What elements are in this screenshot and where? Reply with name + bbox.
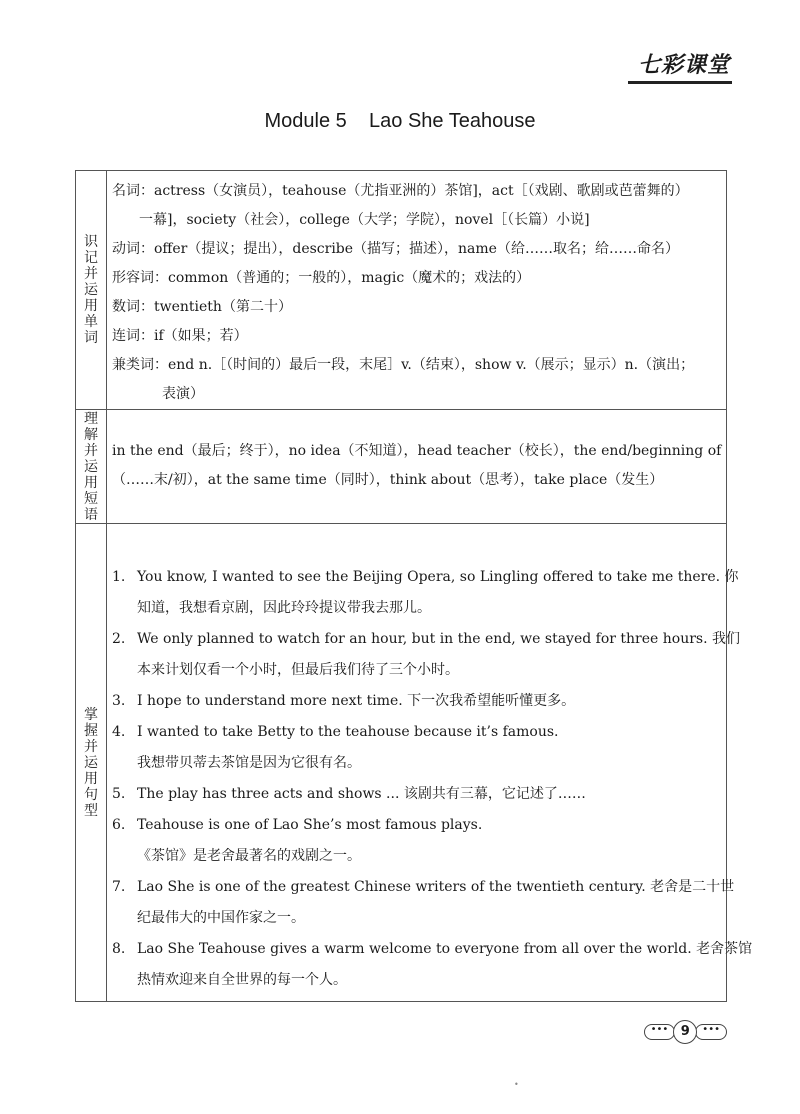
sentence-number: 1. <box>112 569 126 585</box>
section-content <box>112 437 722 495</box>
brand-logo: 七彩课堂 <box>628 48 732 84</box>
sentence-line: 本来计划仅看一个小时，但最后我们待了三个小时。 <box>137 662 459 678</box>
sentence-line: Lao She Teahouse gives a warm welcome to everyone from all over the world. 老舍茶馆 <box>137 941 753 957</box>
sentence-line: I wanted to take Betty to the teahouse because it’s famous. <box>137 724 559 740</box>
vocab-line: 连词：if（如果；若） <box>112 328 248 344</box>
section-content <box>112 562 753 996</box>
vocab-line: 数词：twentieth（第二十） <box>112 299 292 315</box>
section-sentences <box>76 523 753 1002</box>
page-dots-left: ••• <box>644 1024 676 1040</box>
sentence-number: 8. <box>112 941 126 957</box>
sentence-number: 3. <box>112 693 126 709</box>
section-label: 识记并运用单词 <box>76 171 107 409</box>
sentence-item <box>112 624 741 686</box>
sentence-item <box>112 686 722 717</box>
sentence-item <box>112 717 722 779</box>
vocab-line: 动词：offer（提议；提出），describe（描写；描述），name（给……取名；给……命名） <box>112 241 679 257</box>
sentence-line: 我想带贝蒂去茶馆是因为它很有名。 <box>137 755 361 771</box>
sentence-number: 6. <box>112 817 126 833</box>
page-dots-right: ••• <box>695 1024 727 1040</box>
vocab-line: 名词：actress（女演员），teahouse（尤指亚洲的）茶馆]，act［（戏剧、歌剧或芭蕾舞的） <box>112 183 689 199</box>
sentence-line: The play has three acts and shows ... 该剧共有三幕，它记述了…… <box>137 786 586 802</box>
sentence-item <box>112 872 735 934</box>
page-title: Module 5 Lao She Teahouse <box>264 110 536 132</box>
sentence-line: 知道，我想看京剧，因此玲玲提议带我去那儿。 <box>137 600 431 616</box>
sentence-item <box>112 810 722 872</box>
sentence-line: We only planned to watch for an hour, but in the end, we stayed for three hours. 我们 <box>137 631 741 647</box>
section-label: 掌握并运用句型 <box>76 524 107 1002</box>
sentence-line: I hope to understand more next time. 下一次我希望能听懂更多。 <box>137 693 576 709</box>
sentence-number: 7. <box>112 879 126 895</box>
phrase-line: （……末/初），at the same time（同时），think about（思考），take place（发生） <box>112 472 664 488</box>
sentence-line: 《茶馆》是老舍最著名的戏剧之一。 <box>137 848 361 864</box>
sentence-line: Teahouse is one of Lao She’s most famous plays. <box>137 817 483 833</box>
sentence-line: 热情欢迎来自全世界的每一个人。 <box>137 972 347 988</box>
sentence-item <box>112 562 739 624</box>
sentence-item <box>112 779 722 810</box>
section-phrases <box>76 409 726 524</box>
vocab-line: 表演） <box>162 386 204 402</box>
vocab-line: 兼类词：end n.［（时间的）最后一段，末尾］v.（结束），show v.（展示；显示）n.（演出； <box>112 357 695 373</box>
sentence-number: 4. <box>112 724 126 740</box>
content-table <box>75 170 753 1002</box>
sentence-number: 5. <box>112 786 126 802</box>
page-number-badge <box>644 1020 727 1044</box>
footer-dot: • <box>514 1080 519 1089</box>
sentence-line: Lao She is one of the greatest Chinese writers of the twentieth century. 老舍是二十世 <box>137 879 735 895</box>
section-vocabulary <box>76 171 726 409</box>
vocab-line: 形容词：common（普通的；一般的），magic（魔术的；戏法的） <box>112 270 531 286</box>
sentence-line: You know, I wanted to see the Beijing Opera, so Lingling offered to take me there. 你 <box>137 569 739 585</box>
vocab-line: 一幕]，society（社会），college（大学；学院），novel［（长篇）小说] <box>139 212 590 228</box>
page-number: 9 <box>673 1020 697 1044</box>
sentence-item <box>112 934 753 996</box>
sentence-line: 纪最伟大的中国作家之一。 <box>137 910 305 926</box>
phrase-line: in the end（最后；终于），no idea（不知道），head teacher（校长），the end/beginning of <box>112 443 722 459</box>
section-label: 理解并运用短语 <box>76 410 107 524</box>
section-content <box>112 177 722 409</box>
sentence-number: 2. <box>112 631 126 647</box>
